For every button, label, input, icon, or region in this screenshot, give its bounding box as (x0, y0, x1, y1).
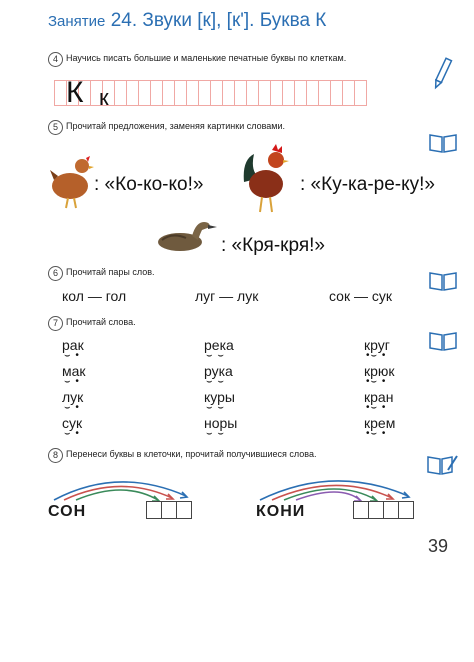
word-pair: кол — гол (62, 288, 127, 304)
word: крюк (364, 363, 395, 379)
book-icon (428, 132, 458, 154)
word: мак (62, 363, 86, 379)
book-pencil-icon (426, 452, 458, 478)
transfer-word: СОН (48, 503, 87, 520)
answer-cell[interactable] (146, 501, 162, 519)
sentence-duck: : «Кря-кря!» (221, 235, 325, 256)
syllable-mark: •⌣ • (366, 350, 387, 361)
answer-cell[interactable] (353, 501, 369, 519)
answer-cell[interactable] (383, 501, 399, 519)
lesson-prefix: Занятие (48, 13, 106, 30)
answer-cell[interactable] (161, 501, 177, 519)
task-number: 6 (48, 266, 63, 281)
grid-cell (354, 80, 367, 106)
syllable-mark: ⌣ • (64, 402, 80, 413)
task-instruction: Прочитай предложения, заменяя картинки словами. (66, 121, 285, 131)
answer-cell[interactable] (176, 501, 192, 519)
word: лук (62, 389, 84, 405)
syllable-mark: ⌣ ⌣ (206, 428, 225, 439)
word-pair: луг — лук (195, 288, 259, 304)
page-number: 39 (428, 536, 449, 556)
task-instruction: Перенеси буквы в клеточки, прочитай получившиеся слова. (66, 449, 317, 459)
answer-boxes (147, 501, 192, 519)
task-instruction: Прочитай пары слов. (66, 267, 155, 277)
task-instruction: Прочитай слова. (66, 317, 136, 327)
syllable-mark: •⌣ • (366, 428, 387, 439)
syllable-mark: ⌣ • (64, 428, 80, 439)
answer-cell[interactable] (368, 501, 384, 519)
syllable-mark: •⌣ • (366, 402, 387, 413)
hen-image (48, 152, 94, 210)
word-pair: сок — сук (329, 288, 392, 304)
book-icon (428, 330, 458, 352)
task-number: 7 (48, 316, 63, 331)
syllable-mark: ⌣ • (64, 350, 80, 361)
word: куры (204, 389, 235, 405)
syllable-mark: ⌣ ⌣ (206, 376, 225, 387)
letter-upper: К (66, 76, 84, 109)
word: рак (62, 337, 84, 353)
word: круг (364, 337, 390, 353)
word: рука (204, 363, 233, 379)
duck-image (156, 214, 218, 254)
syllable-mark: ⌣ ⌣ (206, 350, 225, 361)
task-number: 8 (48, 448, 63, 463)
sentence-rooster: : «Ку-ка-ре-ку!» (300, 174, 435, 195)
transfer-arrows (48, 466, 194, 504)
task-instruction: Научись писать большие и маленькие печатные буквы по клеткам. (66, 53, 347, 63)
word: норы (204, 415, 238, 431)
word: река (204, 337, 234, 353)
answer-cell[interactable] (398, 501, 414, 519)
pencil-icon (430, 56, 454, 92)
transfer-arrows (254, 466, 414, 504)
task-number: 4 (48, 52, 63, 67)
word: сук (62, 415, 83, 431)
letter-lower: к (99, 85, 109, 110)
lesson-heading: 24. Звуки [к], [к']. Буква К (110, 10, 327, 31)
word: кран (364, 389, 394, 405)
answer-boxes (354, 501, 414, 519)
syllable-mark: ⌣ • (64, 376, 80, 387)
rooster-image (240, 142, 296, 214)
transfer-word: КОНИ (256, 503, 306, 520)
task-number: 5 (48, 120, 63, 135)
syllable-mark: •⌣ • (366, 376, 387, 387)
word: крем (364, 415, 396, 431)
book-icon (428, 270, 458, 292)
sentence-hen: : «Ко-ко-ко!» (94, 174, 204, 195)
lesson-title (48, 10, 326, 32)
syllable-mark: ⌣ ⌣ (206, 402, 225, 413)
